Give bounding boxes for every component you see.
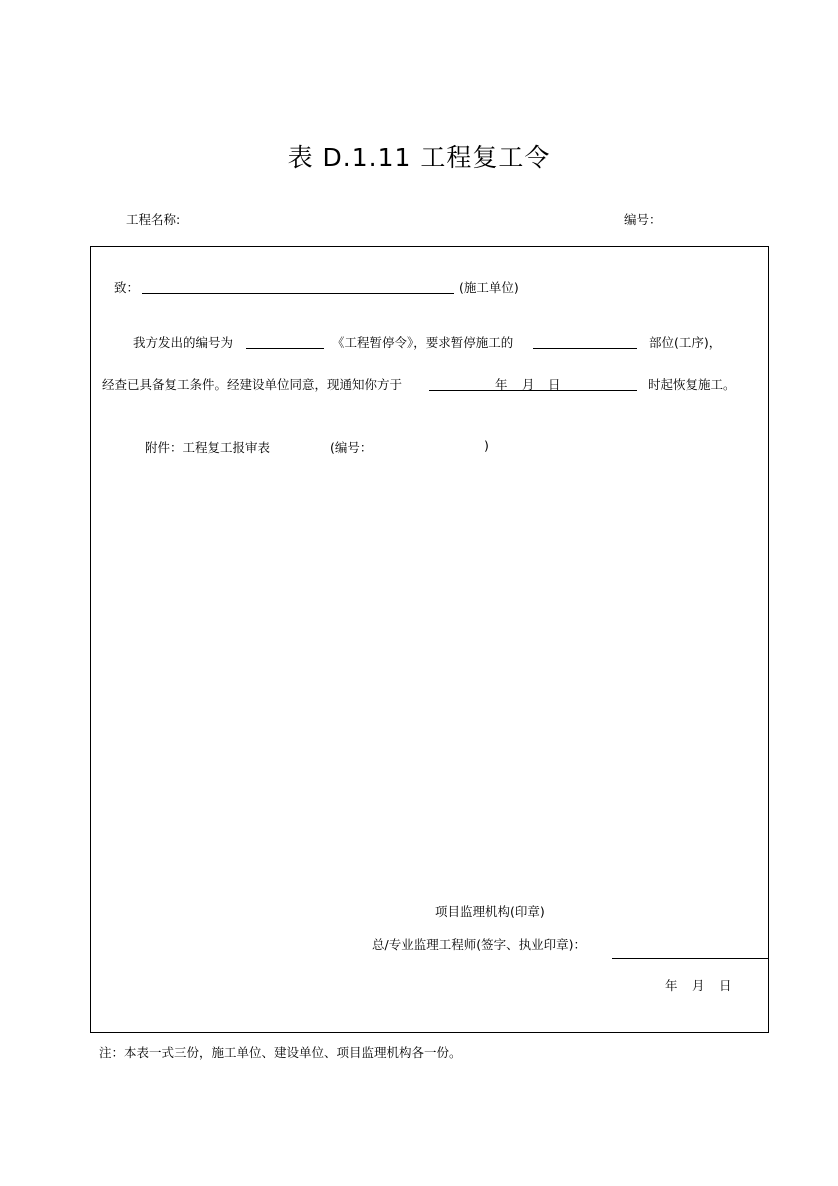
number-label: 编号： xyxy=(624,212,662,227)
attachment-close: ) xyxy=(484,438,489,453)
footnote: 注：本表一式三份，施工单位、建设单位、项目监理机构各一份。 xyxy=(99,1045,462,1060)
line2-prefix: 经查已具备复工条件。经建设单位同意，现通知你方于 xyxy=(102,377,403,392)
line1-doc: 《工程暂停令》，要求暂停施工的 xyxy=(332,335,514,350)
order-number-underline xyxy=(246,348,324,349)
part-underline xyxy=(533,348,637,349)
line1-prefix: 我方发出的编号为 xyxy=(133,335,234,350)
form-box xyxy=(90,246,769,1033)
attachment-number: (编号： xyxy=(330,440,373,455)
to-label: 致： xyxy=(114,280,140,295)
to-suffix: (施工单位) xyxy=(459,280,519,295)
page-title: 表 D.1.11 工程复工令 xyxy=(287,143,551,172)
line1-suffix: 部位(工序)， xyxy=(649,335,722,350)
signature-underline xyxy=(612,958,769,959)
date-year: 年 xyxy=(495,377,508,392)
date-month: 月 xyxy=(522,377,535,392)
project-name-label: 工程名称: xyxy=(126,212,181,227)
sign-month: 月 xyxy=(692,978,705,993)
to-underline xyxy=(142,293,454,294)
sign-day: 日 xyxy=(719,978,732,993)
sign-year: 年 xyxy=(665,978,678,993)
supervision-org: 项目监理机构(印章) xyxy=(435,904,545,919)
line2-suffix: 时起恢复施工。 xyxy=(648,377,736,392)
attachment-label: 附件：工程复工报审表 xyxy=(145,440,271,455)
engineer-signature: 总/专业监理工程师(签字、执业印章)： xyxy=(372,937,586,952)
date-day: 日 xyxy=(548,377,561,392)
